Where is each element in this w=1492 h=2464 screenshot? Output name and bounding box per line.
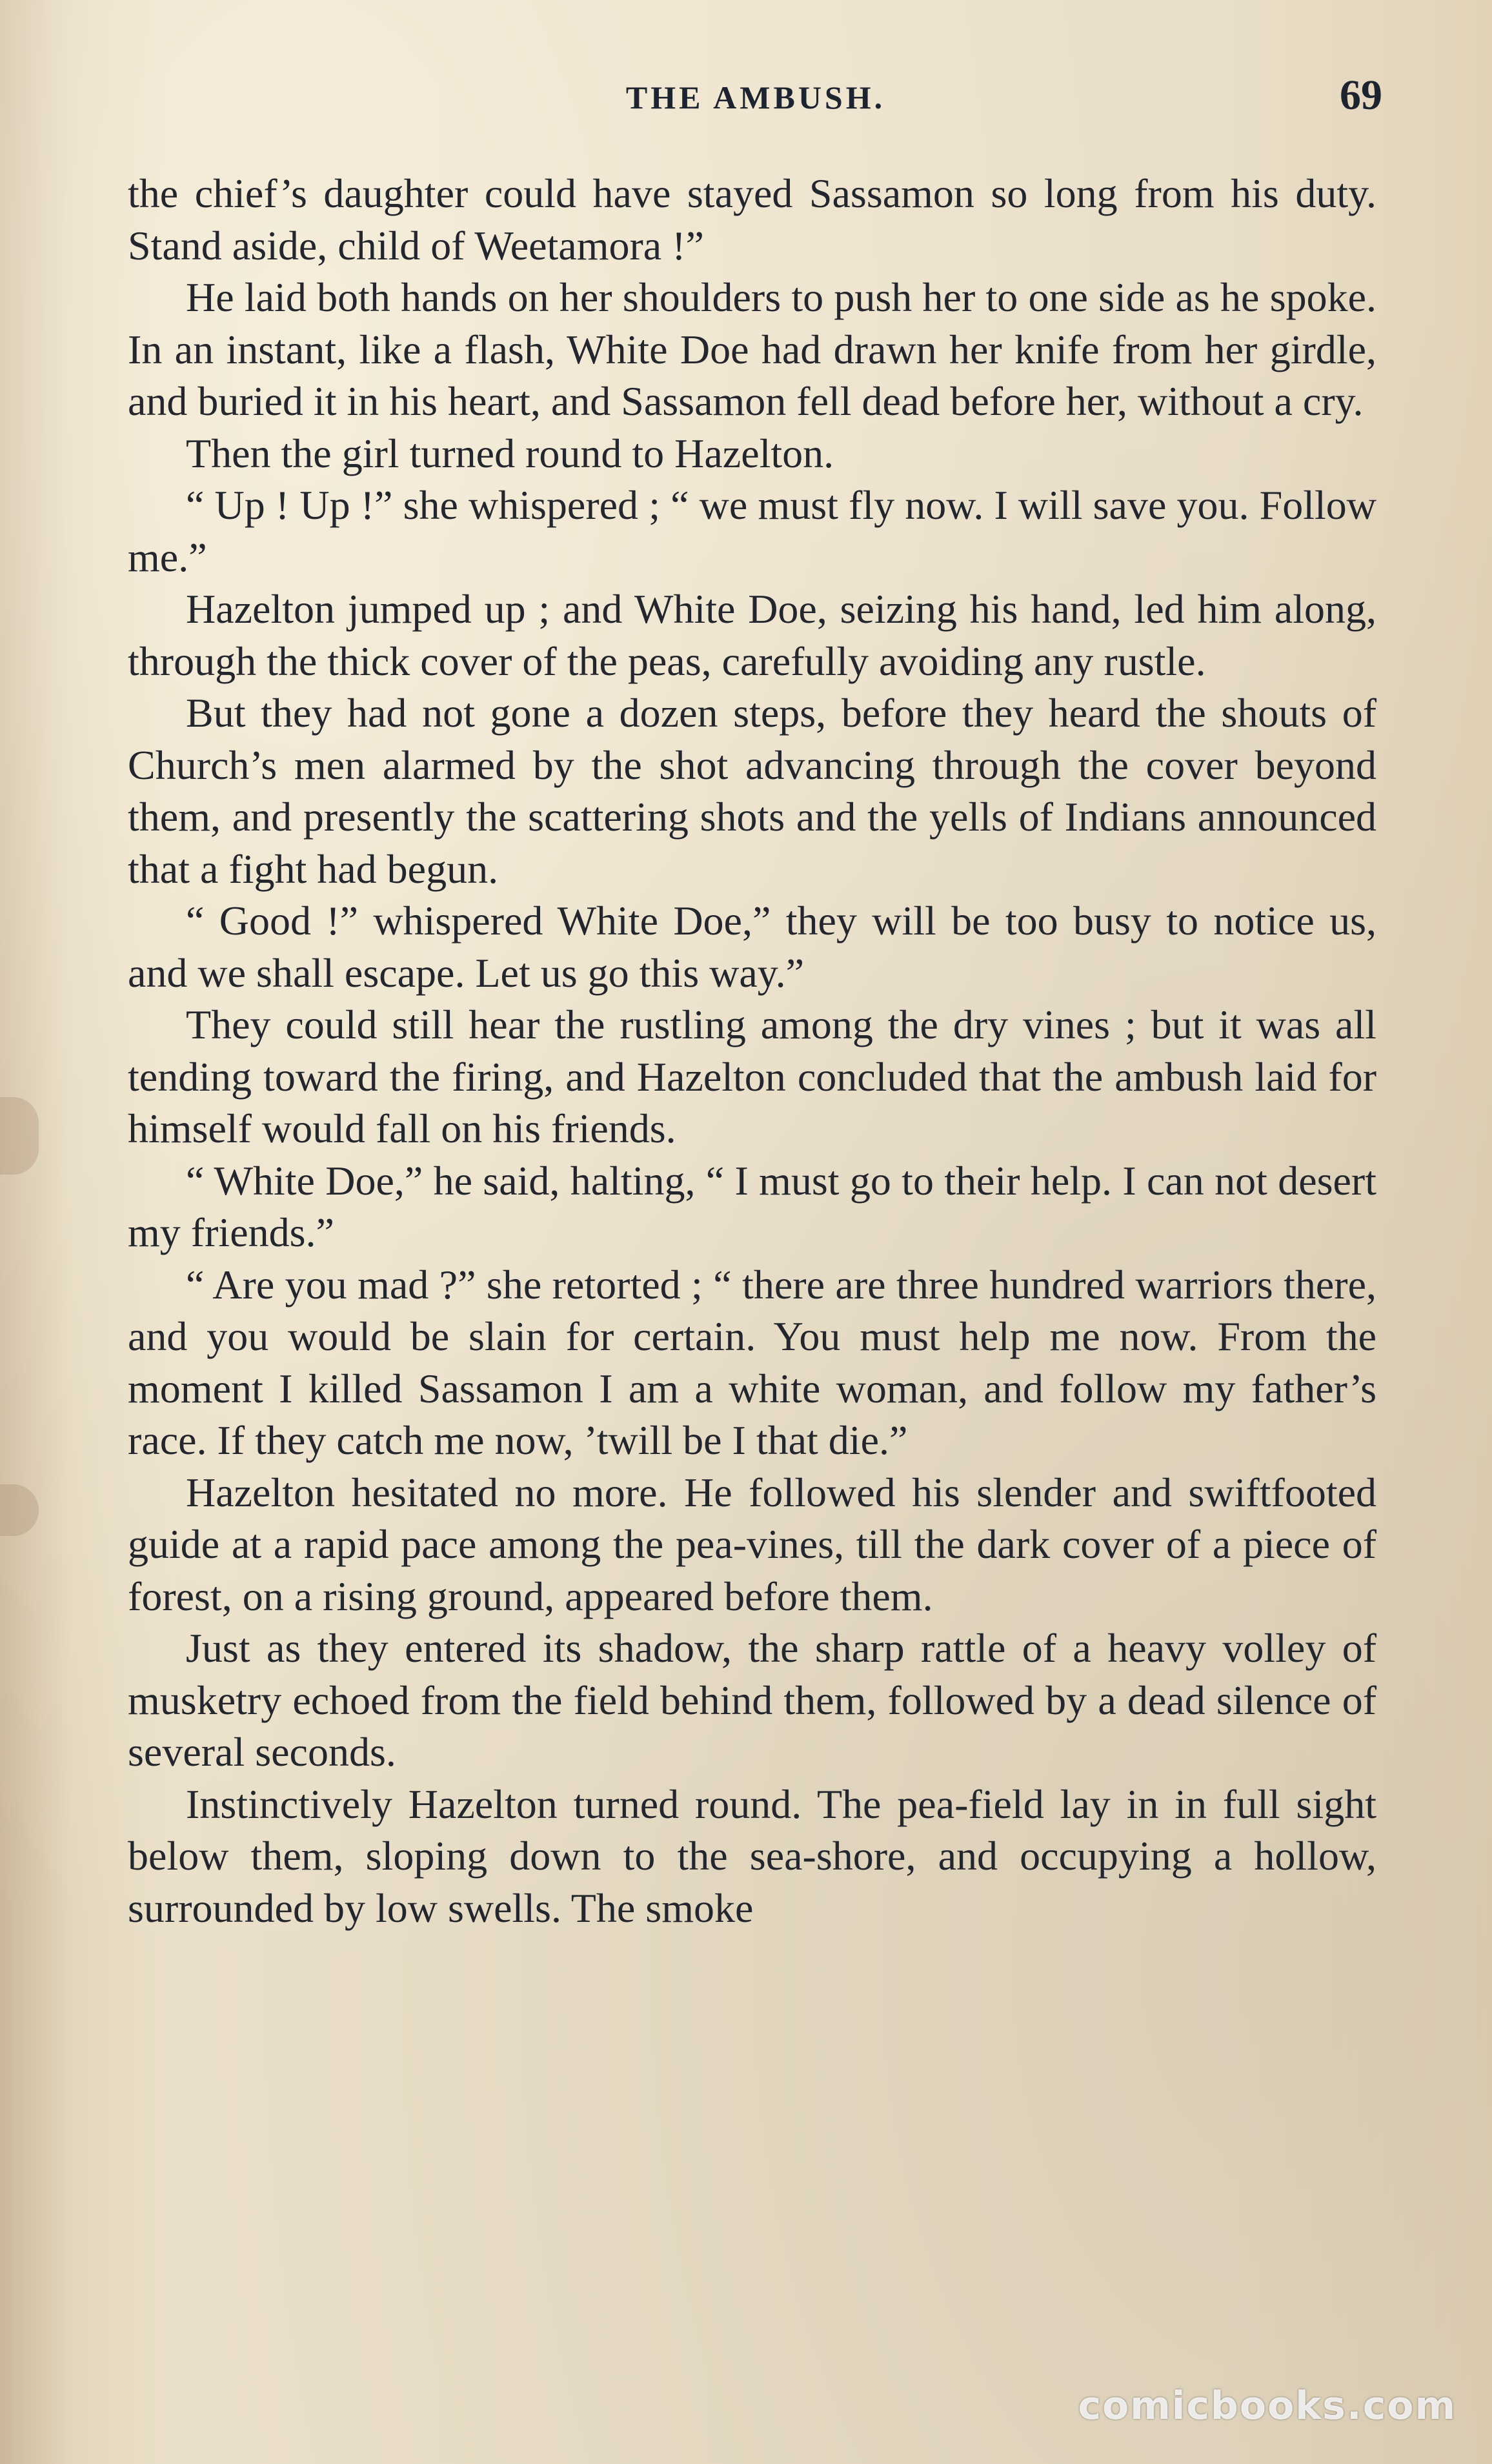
paragraph: But they had not gone a dozen steps, before they heard the shouts of Church’s men alarmed by the shot advancing through the cover beyond them, and presently the scattering shots and the yells of Indians announced that a fight had begun. — [128, 690, 1376, 892]
paragraph: “ Are you mad ?” she retorted ; “ there are three hundred warriors there, and you would be slain for certain. You must help me now. From the moment I killed Sassamon I am a white woman, and follow my father’s race. If they catch me now, ’twill be I that die.” — [128, 1261, 1376, 1463]
paragraph: “ Good !” whispered White Doe,” they will be too busy to notice us, and we shall escape. Let us go this way.” — [128, 898, 1376, 996]
paragraph: “ Up ! Up !” she whispered ; “ we must fly now. I will save you. Follow me.” — [128, 482, 1376, 580]
running-title: THE AMBUSH. — [625, 79, 886, 116]
paragraph: Hazelton hesitated no more. He followed his slender and swiftfooted guide at a rapid pace among the pea-vines, till the dark cover of a piece of forest, on a rising ground, appeared before them. — [128, 1469, 1376, 1619]
paragraph: They could still hear the rustling among the dry vines ; but it was all tending toward the firing, and Hazelton concluded that the ambush laid for himself would fall on his friends. — [128, 1002, 1376, 1151]
page-edge-stain — [0, 1097, 39, 1175]
page-header — [129, 71, 1382, 123]
body-text — [128, 168, 1376, 1934]
paragraph: “ White Doe,” he said, halting, “ I must go to their help. I can not desert my friends.” — [128, 1157, 1376, 1255]
page-edge-stain — [0, 1484, 39, 1536]
page-number: 69 — [1340, 72, 1382, 119]
watermark: comicbooks.com — [1078, 2383, 1457, 2429]
paragraph: Hazelton jumped up ; and White Doe, seizing his hand, led him along, through the thick cover of the peas, carefully avoiding any rustle. — [128, 586, 1376, 684]
paragraph: He laid both hands on her shoulders to push her to one side as he spoke. In an instant, like a flash, White Doe had drawn her knife from her girdle, and buried it in his heart, and Sassamon fell dead before her, without a cry. — [128, 274, 1376, 424]
paragraph: Just as they entered its shadow, the sharp rattle of a heavy volley of musketry echoed from the field behind them, followed by a dead silence of several seconds. — [128, 1625, 1376, 1775]
paragraph: Then the girl turned round to Hazelton. — [186, 430, 834, 476]
paragraph: Instinctively Hazelton turned round. The pea-field lay in in full sight below them, sloping down to the sea-shore, and occupying a hollow, surrounded by low swells. The smoke — [128, 1781, 1376, 1931]
paragraph: the chief’s daughter could have stayed Sassamon so long from his duty. Stand aside, child of Weetamora !” — [128, 170, 1376, 268]
